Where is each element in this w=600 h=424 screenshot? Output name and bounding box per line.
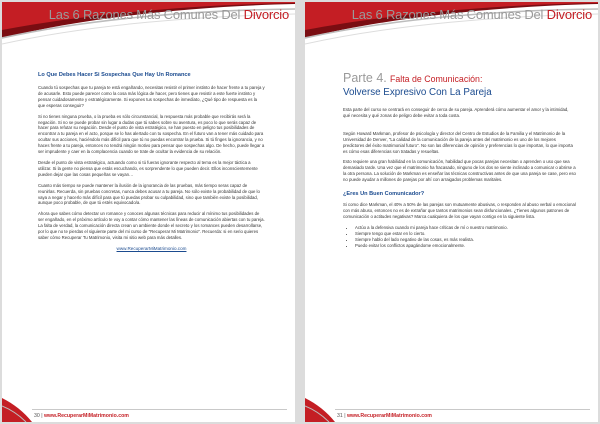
page-footer: 31 | www.RecuperarMiMatrimonio.com xyxy=(337,413,432,419)
intro-paragraph: Esta parte del curso se centrará en conseguir de cerca de su pareja. Aprenderá cómo aumentar el amor y la intimidad, qué necesita y qué zonas de peligro debe evitar a toda costa. xyxy=(343,107,569,118)
list-item: • Actúo a la defensiva cuando mi pareja hace críticas de mí o nuestro matrimonio. xyxy=(355,225,576,231)
footer-site-link[interactable]: www.RecuperarMiMatrimonio.com xyxy=(44,413,129,419)
paragraph: Esto requiere una gran habilidad en la comunicación, habilidad que pocas parejas necesitan o aprenden o uso que sea demasiado tarde. Una vez que el matrimonio ha fracasado, ninguno de los dos se siente inclinado a comunicar o abrirse a la otra persona. La solución de Markman es enseñar las técnicas constructivas antes de que una pareja se case, pero eso no puede ayudar a millones de parejas por ahí con arraigados problemas maritales. xyxy=(343,159,576,183)
section-title: Lo Que Debes Hacer Si Sospechas Que Hay Un Romance xyxy=(38,72,191,78)
book-title: Las 6 Razones Más Comunes Del Divorcio xyxy=(48,7,289,22)
list-item: • Siempre tengo que estar en lo cierto. xyxy=(355,231,576,237)
left-page xyxy=(2,2,295,422)
footer-divider xyxy=(32,409,287,410)
page-footer: 30 | www.RecuperarMiMatrimonio.com xyxy=(34,413,129,419)
part-title: Falta de Comunicación: xyxy=(389,74,483,84)
part-subtitle: Volverse Expresivo Con La Pareja xyxy=(343,87,492,98)
paragraph: Cuando tú sospechas que tu pareja te está engañando, necesitas resistir el primer instinto de hacer frente a tu pareja y de acusarle. Esto puede parecer como la cosa más lógica de hacer, pero tienes que resistir a este fuerte instinto y pensar cuidadosamente y estratégicamente. Si expones tus sospechas de inmediato, ¿Qué tipo de respuesta es la que esperas conseguir? xyxy=(38,85,265,108)
footer-divider xyxy=(335,409,590,410)
website-link[interactable]: www.RecuperarMiMatrimonio.com xyxy=(116,245,187,251)
right-page xyxy=(305,2,598,422)
paragraph: Ahora que sabes cómo detectar un romance y conoces algunas técnicas para reducir al mínimo tus posibilidades de ser engañado, en el próximo artículo te voy a contar cómo mantener las líneas de comunicación abiertas con tu pareja. La falta de verdad, la comunicación directa crean un ambiente donde el secreto y los romances pueden desarrollarse, por lo que no te pierdas el siguiente parte del mi curso de "Recuperar Mi Matrimonio". Recuerda: si en serio quieres saber cómo Recuperar Tu Matrimonio, visita mi sitio web para más detalles. xyxy=(38,211,265,240)
book-title: Las 6 Razones Más Comunes Del Divorcio xyxy=(351,7,592,22)
part-label: Parte 4. xyxy=(343,71,387,85)
list-item: • Siempre hablo del lado negativo de las cosas, es más realista. xyxy=(355,237,576,243)
paragraph: Si no tienes ninguna prueba, o la prueba es sólo circunstancial, la respuesta más probable que recibirás será la negación. Si no se puede probar sin lugar a dudas que tú sabes sobre su aventura, es poco lo que serás capaz de hacer para refutar su negación. Desde el punto de vista estratégico, se han puesto en peligro tus posibilidades de encontrar a tu pareja en el acto, porque se lo has alertado con tu sospecha. En el futuro van a tener más cuidado para ocultar sus acciones, haciéndolo más difícil para que tú no puedas encontrar la prueba. Si tú finges la ignorancia, y no haces frente a tu pareja, entonces no tendrá ningún motivo para pensar que sospechas algo. De hecho, puede llegar a ser imprudente y caer en la complacencia cuando se trate de ocultar la evidencia de su relación. xyxy=(38,113,265,155)
list-item: • Puedo evitar los conflictos apagándome emocionalmente. xyxy=(355,243,576,249)
footer-site-link[interactable]: www.RecuperarMiMatrimonio.com xyxy=(347,413,432,419)
paragraph: Según Howard Markman, profesor de psicología y director del Centro de Estudios de la Familia y el Matrimonio de la Universidad de Denver, "La calidad de la comunicación de la pareja antes del matrimonio es uno de los mejores predictores del éxito matrimonial futuro". No son las diferencias de opinión y preferencias lo que importan, lo que importa es cómo esas diferencias son tratadas y resueltas. xyxy=(343,130,573,154)
checklist xyxy=(343,225,576,249)
paragraph: Desde el punto de vista estratégico, actuando como si tú fueras ignorante respecto al tema es la mejor táctica a utilizar. Si la gente no piensa que estás escuchando, es sorprendente lo que pueden decir. Ellos inconscientemente pueden dejar que las cosas pequeñas se vayan… xyxy=(38,159,258,177)
page-number: 31 xyxy=(337,413,343,419)
page-number: 30 xyxy=(34,413,40,419)
section-title: ¿Eres Un Buen Comunicador? xyxy=(343,191,425,198)
part-heading xyxy=(343,72,576,99)
left-page-content xyxy=(38,72,265,251)
paragraph: Cuanto más tiempo se puede mantener la ilusión de la ignorancia de las pruebas, más tiempo seras capaz de reunirlas. Recuerda, sin pruebas concretas, nunca debes acusar a tu pareja. No sólo existe la probabilidad de que lo vaya a negar y hacerlo más difícil para que tú puedas probar su culpabilidad, sino que también existe la posibilidad, aunque poco probable, de que tú estés equivocado/a. xyxy=(38,182,260,206)
right-page-content xyxy=(343,70,576,249)
paragraph: Si como dice Markman, el 40% a 50% de las parejas son mutuamente abusivas, o responden al abuso verbal o emocional con más abuso, entonces no es de extrañar que tantos matrimonios sean disfuncionales. ¿Tienes algunos patrones de comunicación o actitudes negativas? Marca cualquiera de los que vayan contigo en la siguiente lista. xyxy=(343,202,576,219)
